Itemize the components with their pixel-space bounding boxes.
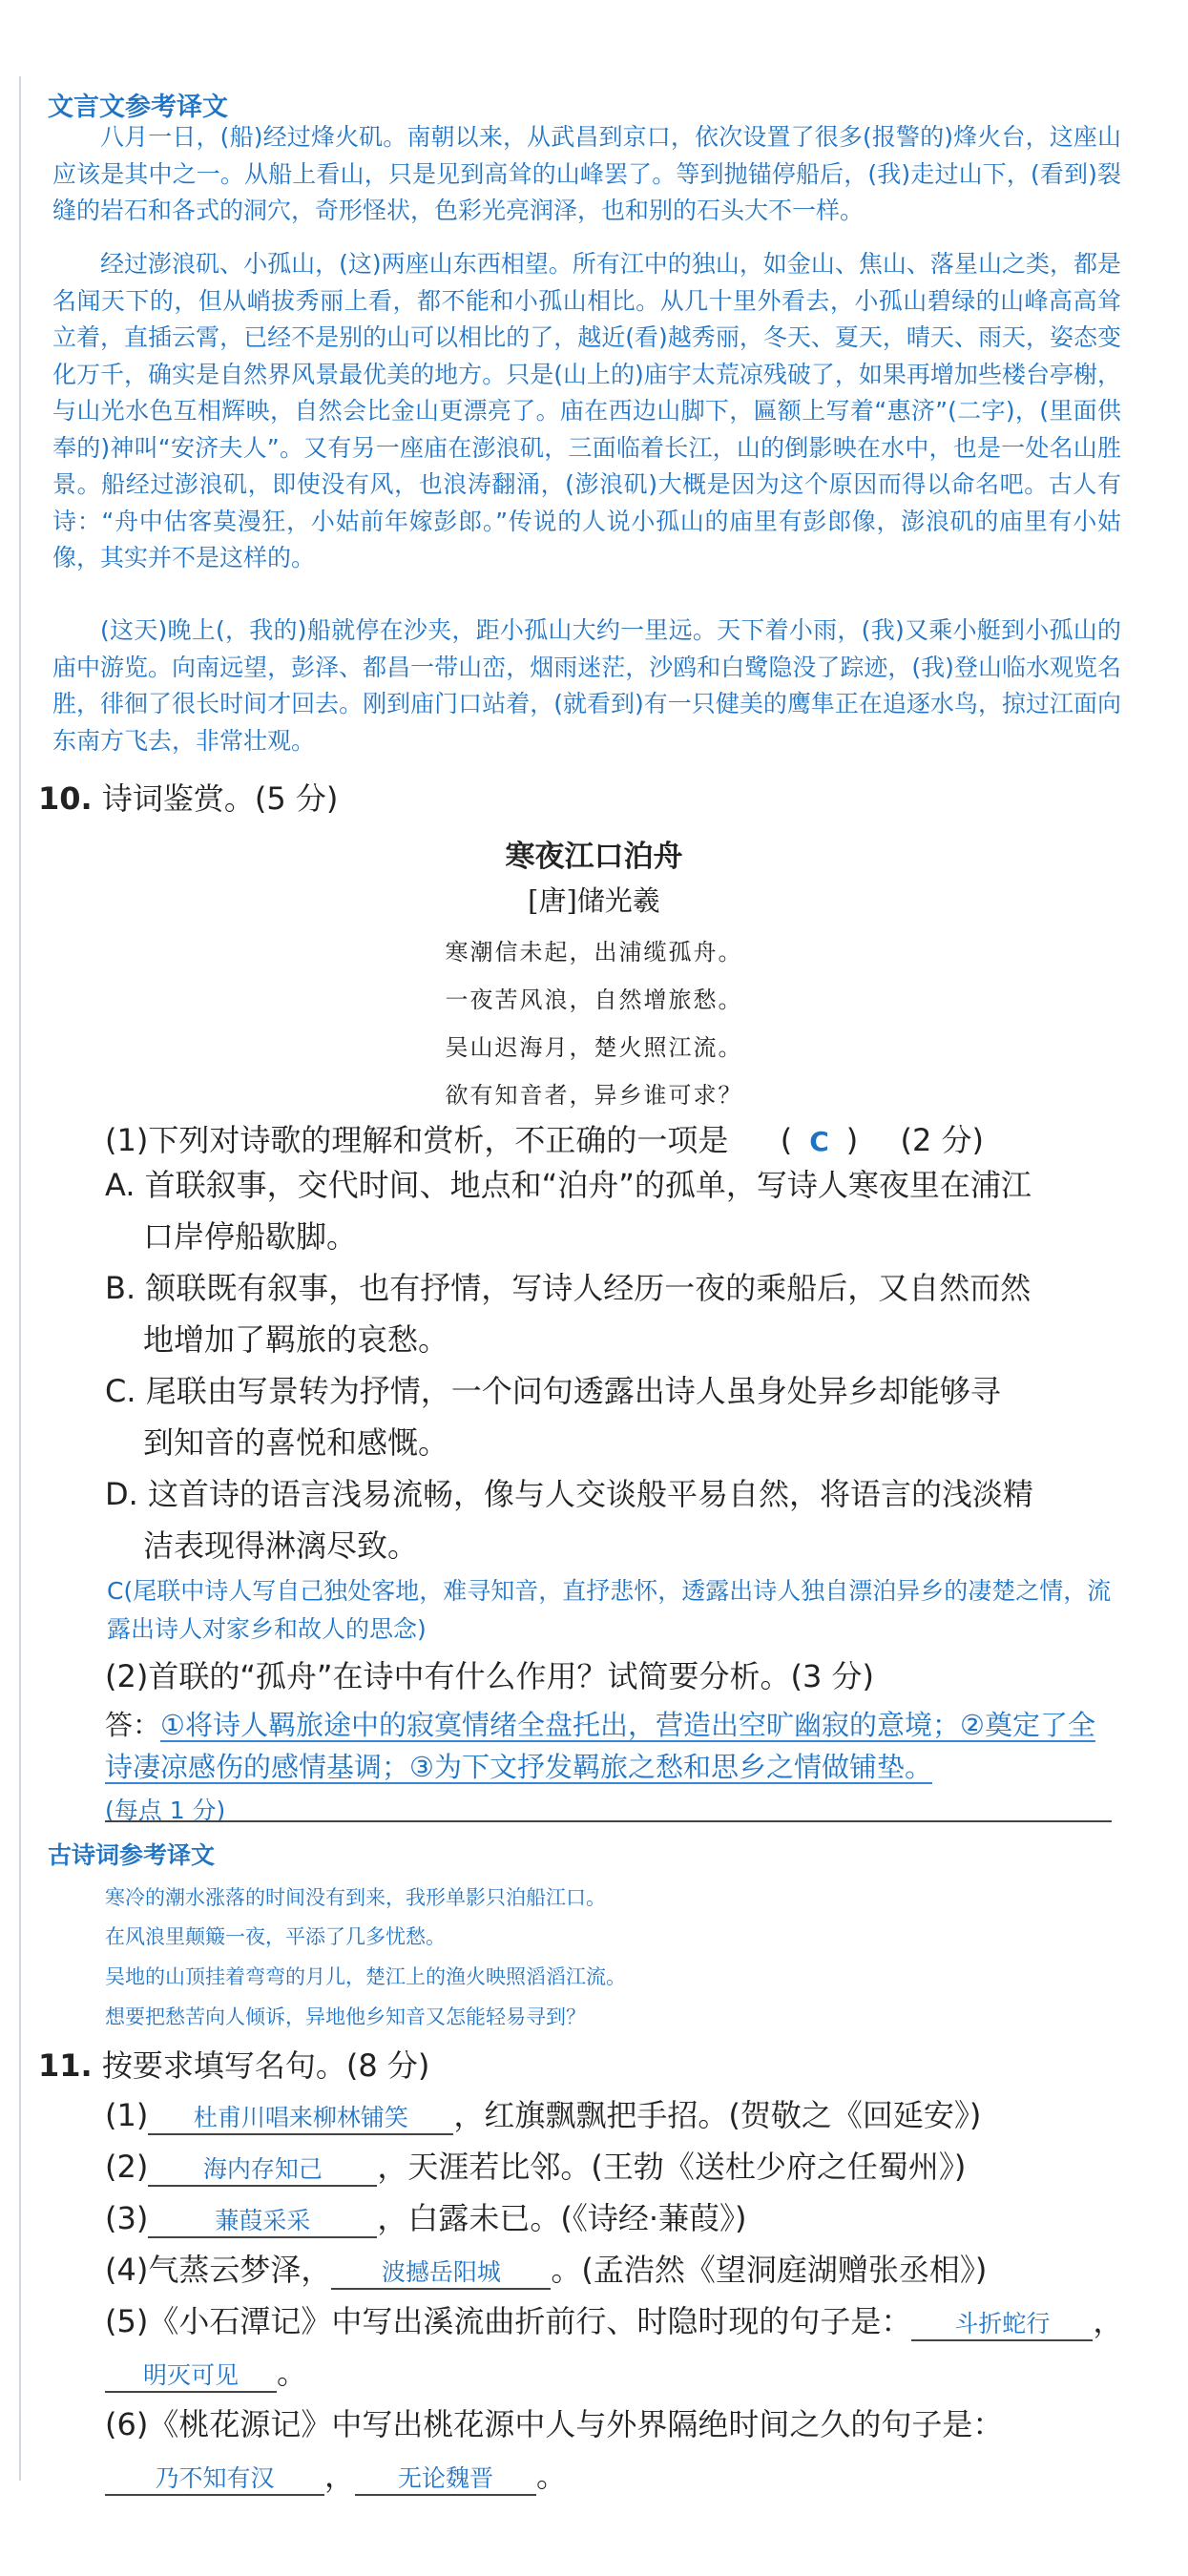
fill-blank: 杜甫川唱来柳林铺笑 <box>148 2099 453 2135</box>
q11-title: 按要求填写名句。(8 分) <box>101 2047 430 2084</box>
option-letter: D. <box>105 1476 138 1512</box>
paren-close: ) <box>845 1122 859 1158</box>
option-letter: C. <box>105 1373 136 1409</box>
fill-blank: 海内存知己 <box>148 2150 377 2187</box>
item-text: 。(孟浩然《望洞庭湖赠张丞相》) <box>551 2252 988 2288</box>
poem-line: 寒潮信未起，出浦缆孤舟。 <box>445 939 743 966</box>
paren-open: ( <box>780 1122 793 1158</box>
q10-sub2-stem: (2)首联的“孤舟”在诗中有什么作用？试简要分析。(3 分) <box>105 1658 874 1694</box>
q11-item-3 <box>105 2194 746 2238</box>
q10-sub1-answer: C <box>809 1126 829 1157</box>
fill-blank: 明灭可见 <box>105 2357 277 2393</box>
gushi-translation-line: 在风浪里颠簸一夜，平添了几多忧愁。 <box>105 1925 446 1948</box>
wenyan-paragraph-1: 八月一日，(船)经过烽火矶。南朝以来，从武昌到京口，依次设置了很多(报警的)烽火台，这座山应该是其中之一。从船上看山，只是见到高耸的山峰罢了。等到抛锚停船后，(我)走过山下，(看到)裂缝的岩石和各式的洞穴，奇形怪状，色彩光亮润泽，也和别的石头大不一样。 <box>52 123 1121 224</box>
poem-author: [唐]储光羲 <box>528 884 660 917</box>
option-text-cont: 到知音的喜悦和感慨。 <box>143 1424 449 1461</box>
answer-prefix: 答： <box>105 1709 161 1741</box>
fill-blank: 无论魏晋 <box>355 2460 536 2496</box>
option-d <box>105 1468 1116 1571</box>
q11-item-6-line-2 <box>105 2452 567 2496</box>
q10-sub2-answer: ①将诗人羁旅途中的寂寞情绪全盘托出，营造出空旷幽寂的意境；②奠定了全诗凄凉感伤的感情基调；③为下文抒发羁旅之愁和思乡之情做铺垫。 <box>105 1709 1096 1783</box>
item-label: (6)《桃花源记》中写出桃花源中人与外界隔绝时间之久的句子是： <box>105 2406 1004 2442</box>
q11-item-4 <box>105 2246 987 2290</box>
item-label: (1) <box>105 2097 149 2133</box>
item-text: ， <box>324 2458 356 2494</box>
gushi-translation-line: 寒冷的潮水涨落的时间没有到来，我形单影只泊船江口。 <box>105 1886 606 1909</box>
option-c <box>105 1365 1116 1468</box>
q11-item-1 <box>105 2091 981 2135</box>
poem-line: 吴山迟海月，楚火照江流。 <box>445 1034 743 1061</box>
q11-item-5-line-2 <box>105 2349 307 2393</box>
option-text: 这首诗的语言浅易流畅，像与人交谈般平易自然，将语言的浅淡精 <box>147 1476 1033 1512</box>
option-letter: B. <box>105 1270 136 1306</box>
q10-sub1-stem: (1)下列对诗歌的理解和赏析，不正确的一项是 <box>105 1122 729 1158</box>
option-a <box>105 1159 1116 1262</box>
q10-sub2-answer-block <box>105 1704 1116 1832</box>
option-b <box>105 1262 1116 1365</box>
fill-blank: 蒹葭采采 <box>148 2202 377 2238</box>
item-label: (5)《小石潭记》中写出溪流曲折前行、时隐时现的句子是： <box>105 2303 912 2339</box>
item-label: (2) <box>105 2149 149 2185</box>
option-letter: A. <box>105 1167 135 1203</box>
q10-sub2-score-note: (每点 1 分) <box>105 1797 226 1824</box>
option-text-cont: 口岸停船歇脚。 <box>143 1218 358 1255</box>
q10-title: 诗词鉴赏。(5 分) <box>101 780 339 817</box>
poem-line: 欲有知音者，异乡谁可求？ <box>445 1082 743 1109</box>
q11-item-6-line-1 <box>105 2400 1003 2444</box>
q10-sub1-stem-line <box>105 1116 984 1160</box>
poem-line: 一夜苦风浪，自然增旅愁。 <box>445 987 743 1013</box>
option-text: 尾联由写景转为抒情，一个问句透露出诗人虽身处异乡却能够寻 <box>145 1373 1001 1409</box>
option-text-cont: 地增加了羁旅的哀愁。 <box>143 1321 449 1358</box>
item-text: 。 <box>536 2458 568 2494</box>
margin-line <box>19 76 21 2481</box>
option-text: 颔联既有叙事，也有抒情，写诗人经历一夜的乘船后，又自然而然 <box>145 1270 1032 1306</box>
item-label: (3) <box>105 2200 149 2236</box>
q10-sub1-choice <box>739 1122 901 1158</box>
poem-title: 寒夜江口泊舟 <box>505 840 683 874</box>
q11-item-5-line-1 <box>105 2297 1123 2341</box>
q10-sub1-score: (2 分) <box>900 1122 985 1158</box>
option-text: 首联叙事，交代时间、地点和“泊舟”的孤单，写诗人寒夜里在浦江 <box>144 1167 1032 1203</box>
fill-blank: 波撼岳阳城 <box>331 2254 551 2290</box>
q11-item-2 <box>105 2143 966 2187</box>
gushi-translation-line: 吴地的山顶挂着弯弯的月儿，楚江上的渔火映照滔滔江流。 <box>105 1965 626 1988</box>
q11-header <box>38 2042 429 2086</box>
item-text: ，白露未已。(《诗经·蒹葭》) <box>377 2200 747 2236</box>
divider <box>105 1820 1112 1822</box>
fill-blank: 乃不知有汉 <box>105 2460 324 2496</box>
q11-number: 11. <box>38 2047 93 2084</box>
q10-number: 10. <box>38 780 93 817</box>
wenyan-heading: 文言文参考译文 <box>48 93 228 122</box>
q10-header <box>38 775 338 819</box>
wenyan-paragraph-3: (这天)晚上(，我的)船就停在沙夹，距小孤山大约一里远。天下着小雨，(我)又乘小艇到小孤山的庙中游览。向南远望，彭泽、都昌一带山峦，烟雨迷茫，沙鸥和白鹭隐没了踪迹，(我)登山临水观览名胜，徘徊了很长时间才回去。刚到庙门口站着，(就看到)有一只健美的鹰隼正在追逐水鸟，掠过江面向东南方飞去，非常壮观。 <box>52 616 1121 755</box>
item-text: 。 <box>277 2355 308 2391</box>
item-text: ，天涯若比邻。(王勃《送杜少府之任蜀州》) <box>377 2149 967 2185</box>
option-text-cont: 洁表现得淋漓尽致。 <box>143 1527 419 1564</box>
item-text: ，红旗飘飘把手招。(贺敬之《回延安》) <box>453 2097 982 2133</box>
wenyan-paragraph-2: 经过澎浪矶、小孤山，(这)两座山东西相望。所有江中的独山，如金山、焦山、落星山之类，都是名闻天下的，但从峭拔秀丽上看，都不能和小孤山相比。从几十里外看去，小孤山碧绿的山峰高高耸立着，直插云霄，已经不是别的山可以相比的了，越近(看)越秀丽，冬天、夏天，晴天、雨天，姿态变化万千，确实是自然界风景最优美的地方。只是(山上的)庙宇太荒凉残破了，如果再增加些楼台亭榭，与山光水色互相辉映，自然会比金山更漂亮了。庙在西边山脚下，匾额上写着“惠济”(二字)，(里面供奉的)神叫“安济夫人”。又有另一座庙在澎浪矶，三面临着长江，山的倒影映在水中，也是一处名山胜景。船经过澎浪矶，即使没有风，也浪涛翻涌，(澎浪矶)大概是因为这个原因而得以命名吧。古人有诗：“舟中估客莫漫狂，小姑前年嫁彭郎。”传说的人说小孤山的庙里有彭郎像，澎浪矶的庙里有小姑像，其实并不是这样的。 <box>52 250 1121 571</box>
item-label: (4)气蒸云梦泽， <box>105 2252 332 2288</box>
fill-blank: 斗折蛇行 <box>911 2305 1093 2341</box>
gushi-heading: 古诗词参考译文 <box>48 1841 216 1869</box>
q10-sub1-explanation: C(尾联中诗人写自己独处客地，难寻知音，直抒悲怀，透露出诗人独自漂泊异乡的凄楚之情，流露出诗人对家乡和故人的思念) <box>107 1577 1112 1643</box>
gushi-translation-line: 想要把愁苦向人倾诉，异地他乡知音又怎能轻易寻到？ <box>105 2005 586 2028</box>
item-text: ， <box>1093 2303 1124 2339</box>
